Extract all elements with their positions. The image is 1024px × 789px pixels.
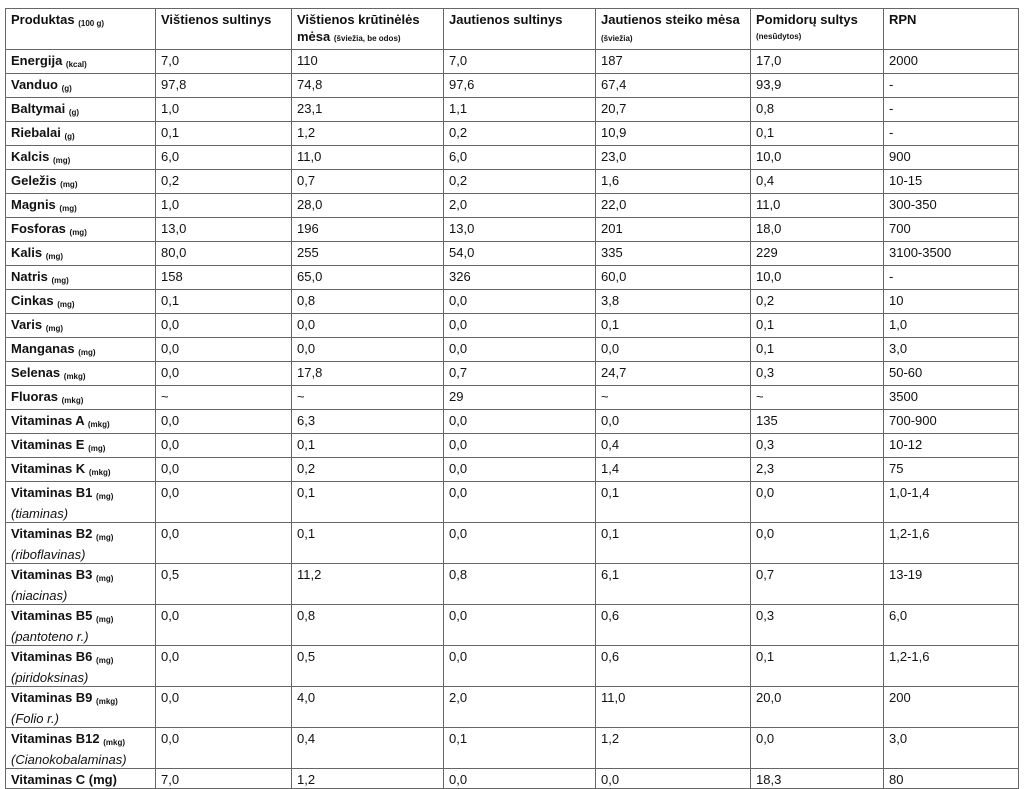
table-cell: 6,3 xyxy=(292,410,444,434)
column-header-label: Produktas xyxy=(11,12,75,27)
column-header-label: RPN xyxy=(889,12,917,27)
nutrient-alt-name: (niacinas) xyxy=(11,588,68,603)
column-header xyxy=(156,9,292,50)
column-header-label: Pomidorų sultys xyxy=(756,12,858,27)
nutrient-name: Vanduo xyxy=(11,77,58,92)
row-label xyxy=(6,146,156,170)
row-label xyxy=(6,646,156,687)
column-header-unit: (šviežia, be odos) xyxy=(333,34,401,43)
table-row xyxy=(6,266,1019,290)
table-cell: 0,8 xyxy=(444,564,596,605)
table-cell: 300-350 xyxy=(884,194,1019,218)
table-cell: 0,3 xyxy=(751,434,884,458)
table-cell: 0,6 xyxy=(596,605,751,646)
nutrient-unit: (g) xyxy=(64,132,75,141)
table-cell: 0,0 xyxy=(444,410,596,434)
table-cell: 0,2 xyxy=(444,170,596,194)
table-cell: 24,7 xyxy=(596,362,751,386)
row-label xyxy=(6,170,156,194)
table-cell: 0,0 xyxy=(444,605,596,646)
column-header-label: Vištienos sultinys xyxy=(161,12,272,27)
nutrient-unit: (mg) xyxy=(88,444,106,453)
nutrient-unit: (mg) xyxy=(45,252,64,261)
table-row xyxy=(6,362,1019,386)
nutrient-alt-name: (tiaminas) xyxy=(11,506,69,521)
table-cell: 7,0 xyxy=(444,50,596,74)
table-cell: ~ xyxy=(156,386,292,410)
table-row xyxy=(6,564,1019,605)
table-cell: 80 xyxy=(884,769,1019,789)
table-cell: 0,0 xyxy=(156,362,292,386)
row-label xyxy=(6,458,156,482)
table-cell: 0,2 xyxy=(751,290,884,314)
table-cell: 1,1 xyxy=(444,98,596,122)
table-cell: 10,0 xyxy=(751,146,884,170)
table-cell: 0,0 xyxy=(444,314,596,338)
table-cell: 0,2 xyxy=(292,458,444,482)
nutrient-alt-name: (Cianokobalaminas) xyxy=(11,752,127,767)
table-cell: 1,0-1,4 xyxy=(884,482,1019,523)
nutrient-unit: (mg) xyxy=(52,156,71,165)
table-row xyxy=(6,458,1019,482)
table-cell: - xyxy=(884,74,1019,98)
table-cell: 0,1 xyxy=(292,482,444,523)
table-cell: 13,0 xyxy=(444,218,596,242)
table-cell: 11,0 xyxy=(596,687,751,728)
table-cell: 65,0 xyxy=(292,266,444,290)
nutrient-name: Vitaminas B3 xyxy=(11,567,93,582)
table-cell: 2,0 xyxy=(444,687,596,728)
table-cell: 110 xyxy=(292,50,444,74)
nutrient-name: Kalcis xyxy=(11,149,50,164)
table-cell: 0,1 xyxy=(292,434,444,458)
table-cell: 10-15 xyxy=(884,170,1019,194)
table-cell: 0,7 xyxy=(444,362,596,386)
nutrient-unit: (mkg) xyxy=(87,420,110,429)
nutrient-alt-name: (riboflavinas) xyxy=(11,547,86,562)
table-cell: 97,8 xyxy=(156,74,292,98)
nutrient-unit: (mkg) xyxy=(103,738,126,747)
table-cell: 196 xyxy=(292,218,444,242)
table-cell: 0,8 xyxy=(751,98,884,122)
table-cell: 1,4 xyxy=(596,458,751,482)
table-cell: 6,0 xyxy=(156,146,292,170)
table-cell: 54,0 xyxy=(444,242,596,266)
nutrient-name: Vitaminas B6 xyxy=(11,649,93,664)
table-row xyxy=(6,194,1019,218)
table-cell: 20,0 xyxy=(751,687,884,728)
nutrient-name: Vitaminas B5 xyxy=(11,608,93,623)
table-cell: 0,0 xyxy=(156,605,292,646)
table-cell: 201 xyxy=(596,218,751,242)
table-cell: 0,1 xyxy=(444,728,596,769)
row-label xyxy=(6,122,156,146)
table-cell: ~ xyxy=(292,386,444,410)
table-cell: 0,0 xyxy=(751,523,884,564)
table-cell: 0,3 xyxy=(751,605,884,646)
table-cell: 7,0 xyxy=(156,769,292,789)
row-label xyxy=(6,386,156,410)
nutrient-unit: (mg) xyxy=(78,348,96,357)
table-cell: 2000 xyxy=(884,50,1019,74)
table-cell: 6,0 xyxy=(444,146,596,170)
table-cell: 0,0 xyxy=(751,482,884,523)
table-row xyxy=(6,290,1019,314)
table-cell: 20,7 xyxy=(596,98,751,122)
table-cell: 2,0 xyxy=(444,194,596,218)
table-cell: 0,0 xyxy=(596,410,751,434)
nutrient-name: Fosforas xyxy=(11,221,66,236)
nutrient-name: Geležis xyxy=(11,173,57,188)
table-cell: 23,1 xyxy=(292,98,444,122)
table-cell: 0,1 xyxy=(156,122,292,146)
table-cell: 17,0 xyxy=(751,50,884,74)
nutrient-name: Vitaminas B12 xyxy=(11,731,100,746)
table-row xyxy=(6,386,1019,410)
table-cell: 0,4 xyxy=(751,170,884,194)
table-cell: 335 xyxy=(596,242,751,266)
table-cell: 3,0 xyxy=(884,728,1019,769)
table-row xyxy=(6,687,1019,728)
table-cell: 0,7 xyxy=(292,170,444,194)
table-cell: 18,3 xyxy=(751,769,884,789)
column-header xyxy=(292,9,444,50)
table-cell: 29 xyxy=(444,386,596,410)
table-cell: 11,0 xyxy=(751,194,884,218)
table-row xyxy=(6,242,1019,266)
table-row xyxy=(6,74,1019,98)
row-label xyxy=(6,687,156,728)
table-cell: 1,6 xyxy=(596,170,751,194)
table-row xyxy=(6,170,1019,194)
table-row xyxy=(6,728,1019,769)
table-cell: 900 xyxy=(884,146,1019,170)
table-row xyxy=(6,646,1019,687)
row-label xyxy=(6,266,156,290)
row-label xyxy=(6,728,156,769)
table-cell: 10-12 xyxy=(884,434,1019,458)
table-cell: 0,1 xyxy=(751,338,884,362)
row-label xyxy=(6,434,156,458)
table-cell: 74,8 xyxy=(292,74,444,98)
table-row xyxy=(6,605,1019,646)
column-header-unit: (šviežia) xyxy=(601,34,633,43)
table-cell: 1,2 xyxy=(292,769,444,789)
table-cell: 0,0 xyxy=(156,728,292,769)
table-row xyxy=(6,410,1019,434)
table-cell: 255 xyxy=(292,242,444,266)
table-cell: 0,0 xyxy=(444,338,596,362)
column-header-label: Vištienos krūtinėlės mėsa xyxy=(297,12,420,44)
table-cell: 1,2-1,6 xyxy=(884,646,1019,687)
row-label xyxy=(6,338,156,362)
column-header-unit: (100 g) xyxy=(78,19,104,28)
table-cell: - xyxy=(884,122,1019,146)
table-cell: 0,0 xyxy=(444,523,596,564)
table-row xyxy=(6,218,1019,242)
table-cell: 50-60 xyxy=(884,362,1019,386)
table-cell: 0,2 xyxy=(156,170,292,194)
nutrient-name: Selenas xyxy=(11,365,61,380)
table-cell: 0,0 xyxy=(444,458,596,482)
table-header-row xyxy=(6,9,1019,50)
table-cell: 18,0 xyxy=(751,218,884,242)
table-cell: 1,0 xyxy=(884,314,1019,338)
row-label xyxy=(6,314,156,338)
nutrient-name: Varis xyxy=(11,317,43,332)
nutrient-name: Vitaminas E xyxy=(11,437,85,452)
table-cell: 0,1 xyxy=(156,290,292,314)
table-cell: 0,0 xyxy=(444,646,596,687)
row-label xyxy=(6,482,156,523)
table-row xyxy=(6,98,1019,122)
column-header xyxy=(751,9,884,50)
table-cell: 0,7 xyxy=(751,564,884,605)
table-cell: 10 xyxy=(884,290,1019,314)
nutrient-name: Energija xyxy=(11,53,63,68)
table-cell: 0,0 xyxy=(156,338,292,362)
column-header xyxy=(444,9,596,50)
nutrient-unit: (g) xyxy=(61,84,72,93)
table-cell: 13,0 xyxy=(156,218,292,242)
column-header xyxy=(884,9,1019,50)
table-cell: 0,0 xyxy=(156,482,292,523)
table-cell: ~ xyxy=(596,386,751,410)
row-label xyxy=(6,74,156,98)
table-cell: 97,6 xyxy=(444,74,596,98)
column-header xyxy=(6,9,156,50)
nutrient-alt-name: (pantoteno r.) xyxy=(11,629,89,644)
table-cell: 7,0 xyxy=(156,50,292,74)
table-cell: 187 xyxy=(596,50,751,74)
table-cell: 6,1 xyxy=(596,564,751,605)
nutrient-name: Magnis xyxy=(11,197,56,212)
nutrient-name: Vitaminas C (mg) xyxy=(11,772,117,787)
table-cell: 0,0 xyxy=(156,646,292,687)
table-cell: 0,8 xyxy=(292,605,444,646)
table-cell: 0,1 xyxy=(596,523,751,564)
table-cell: 326 xyxy=(444,266,596,290)
row-label xyxy=(6,564,156,605)
table-cell: 75 xyxy=(884,458,1019,482)
table-cell: - xyxy=(884,98,1019,122)
table-cell: 1,2 xyxy=(292,122,444,146)
table-cell: 0,0 xyxy=(156,458,292,482)
table-cell: 135 xyxy=(751,410,884,434)
row-label xyxy=(6,362,156,386)
table-cell: 229 xyxy=(751,242,884,266)
row-label xyxy=(6,769,156,789)
table-cell: 67,4 xyxy=(596,74,751,98)
table-cell: 0,2 xyxy=(444,122,596,146)
nutrient-name: Baltymai xyxy=(11,101,66,116)
table-cell: 0,1 xyxy=(596,314,751,338)
table-cell: 0,0 xyxy=(596,338,751,362)
nutrient-name: Manganas xyxy=(11,341,75,356)
nutrient-name: Vitaminas B9 xyxy=(11,690,93,705)
table-cell: 0,5 xyxy=(292,646,444,687)
table-cell: 0,6 xyxy=(596,646,751,687)
table-cell: 13-19 xyxy=(884,564,1019,605)
table-cell: 0,0 xyxy=(444,290,596,314)
table-cell: 0,0 xyxy=(156,410,292,434)
table-cell: 4,0 xyxy=(292,687,444,728)
nutrient-unit: (mg) xyxy=(96,533,114,542)
table-cell: 0,0 xyxy=(444,434,596,458)
table-cell: 158 xyxy=(156,266,292,290)
table-cell: 0,0 xyxy=(444,482,596,523)
table-row xyxy=(6,434,1019,458)
table-cell: 6,0 xyxy=(884,605,1019,646)
table-row xyxy=(6,314,1019,338)
nutrient-unit: (mkg) xyxy=(63,372,86,381)
table-cell: 28,0 xyxy=(292,194,444,218)
table-cell: 0,1 xyxy=(751,314,884,338)
nutrient-name: Vitaminas A xyxy=(11,413,85,428)
table-row xyxy=(6,338,1019,362)
table-cell: 0,8 xyxy=(292,290,444,314)
column-header-label: Jautienos steiko mėsa xyxy=(601,12,740,27)
table-cell: 0,1 xyxy=(751,122,884,146)
nutrient-name: Kalis xyxy=(11,245,43,260)
table-cell: 11,0 xyxy=(292,146,444,170)
row-label xyxy=(6,218,156,242)
table-cell: 1,0 xyxy=(156,194,292,218)
table-cell: 0,4 xyxy=(596,434,751,458)
table-cell: 1,2-1,6 xyxy=(884,523,1019,564)
table-cell: 0,0 xyxy=(156,523,292,564)
nutrient-unit: (mg) xyxy=(59,204,77,213)
nutrient-name: Vitaminas B2 xyxy=(11,526,93,541)
table-cell: 0,1 xyxy=(751,646,884,687)
row-label xyxy=(6,98,156,122)
table-cell: 60,0 xyxy=(596,266,751,290)
table-cell: 0,0 xyxy=(292,314,444,338)
table-cell: 0,5 xyxy=(156,564,292,605)
row-label xyxy=(6,194,156,218)
table-cell: ~ xyxy=(751,386,884,410)
table-cell: 80,0 xyxy=(156,242,292,266)
table-cell: - xyxy=(884,266,1019,290)
table-cell: 0,1 xyxy=(596,482,751,523)
nutrient-unit: (mg) xyxy=(45,324,64,333)
nutrient-unit: (mg) xyxy=(51,276,69,285)
table-cell: 0,1 xyxy=(292,523,444,564)
nutrient-name: Natris xyxy=(11,269,48,284)
column-header-unit: (nesūdytos) xyxy=(756,32,802,41)
table-cell: 11,2 xyxy=(292,564,444,605)
table-cell: 3100-3500 xyxy=(884,242,1019,266)
nutrient-unit: (mg) xyxy=(60,180,78,189)
table-row xyxy=(6,122,1019,146)
table-cell: 3,8 xyxy=(596,290,751,314)
table-cell: 1,0 xyxy=(156,98,292,122)
table-cell: 17,8 xyxy=(292,362,444,386)
table-cell: 23,0 xyxy=(596,146,751,170)
table-cell: 2,3 xyxy=(751,458,884,482)
nutrient-unit: (mg) xyxy=(96,615,114,624)
nutrient-unit: (mg) xyxy=(69,228,87,237)
nutrient-unit: (g) xyxy=(68,108,80,117)
table-cell: 0,0 xyxy=(444,769,596,789)
nutrient-unit: (mg) xyxy=(57,300,75,309)
nutrient-unit: (mg) xyxy=(96,574,114,583)
table-row xyxy=(6,523,1019,564)
table-cell: 10,0 xyxy=(751,266,884,290)
table-cell: 0,0 xyxy=(156,687,292,728)
table-cell: 0,3 xyxy=(751,362,884,386)
nutrient-unit: (mkg) xyxy=(88,468,111,477)
table-cell: 10,9 xyxy=(596,122,751,146)
table-row xyxy=(6,769,1019,789)
row-label xyxy=(6,290,156,314)
table-cell: 700 xyxy=(884,218,1019,242)
nutrition-table xyxy=(5,8,1019,789)
table-cell: 700-900 xyxy=(884,410,1019,434)
table-cell: 3500 xyxy=(884,386,1019,410)
table-cell: 22,0 xyxy=(596,194,751,218)
nutrient-unit: (mkg) xyxy=(61,396,84,405)
table-cell: 0,0 xyxy=(156,434,292,458)
row-label xyxy=(6,523,156,564)
table-cell: 0,0 xyxy=(596,769,751,789)
table-row xyxy=(6,146,1019,170)
nutrient-name: Riebalai xyxy=(11,125,61,140)
nutrient-name: Vitaminas B1 xyxy=(11,485,93,500)
nutrient-unit: (mg) xyxy=(96,492,114,501)
nutrient-name: Vitaminas K xyxy=(11,461,86,476)
row-label xyxy=(6,242,156,266)
row-label xyxy=(6,50,156,74)
table-row xyxy=(6,50,1019,74)
table-cell: 0,0 xyxy=(751,728,884,769)
nutrient-unit: (mkg) xyxy=(96,697,118,706)
nutrient-unit: (mg) xyxy=(96,656,114,665)
row-label xyxy=(6,410,156,434)
table-cell: 0,4 xyxy=(292,728,444,769)
table-cell: 0,0 xyxy=(156,314,292,338)
nutrient-name: Cinkas xyxy=(11,293,54,308)
table-cell: 1,2 xyxy=(596,728,751,769)
nutrient-alt-name: (Folio r.) xyxy=(11,711,59,726)
nutrient-name: Fluoras xyxy=(11,389,58,404)
table-cell: 93,9 xyxy=(751,74,884,98)
table-cell: 200 xyxy=(884,687,1019,728)
table-cell: 0,0 xyxy=(292,338,444,362)
table-cell: 3,0 xyxy=(884,338,1019,362)
row-label xyxy=(6,605,156,646)
column-header-label: Jautienos sultinys xyxy=(449,12,563,27)
column-header xyxy=(596,9,751,50)
nutrient-unit: (kcal) xyxy=(65,60,87,69)
table-row xyxy=(6,482,1019,523)
nutrient-alt-name: (piridoksinas) xyxy=(11,670,89,685)
